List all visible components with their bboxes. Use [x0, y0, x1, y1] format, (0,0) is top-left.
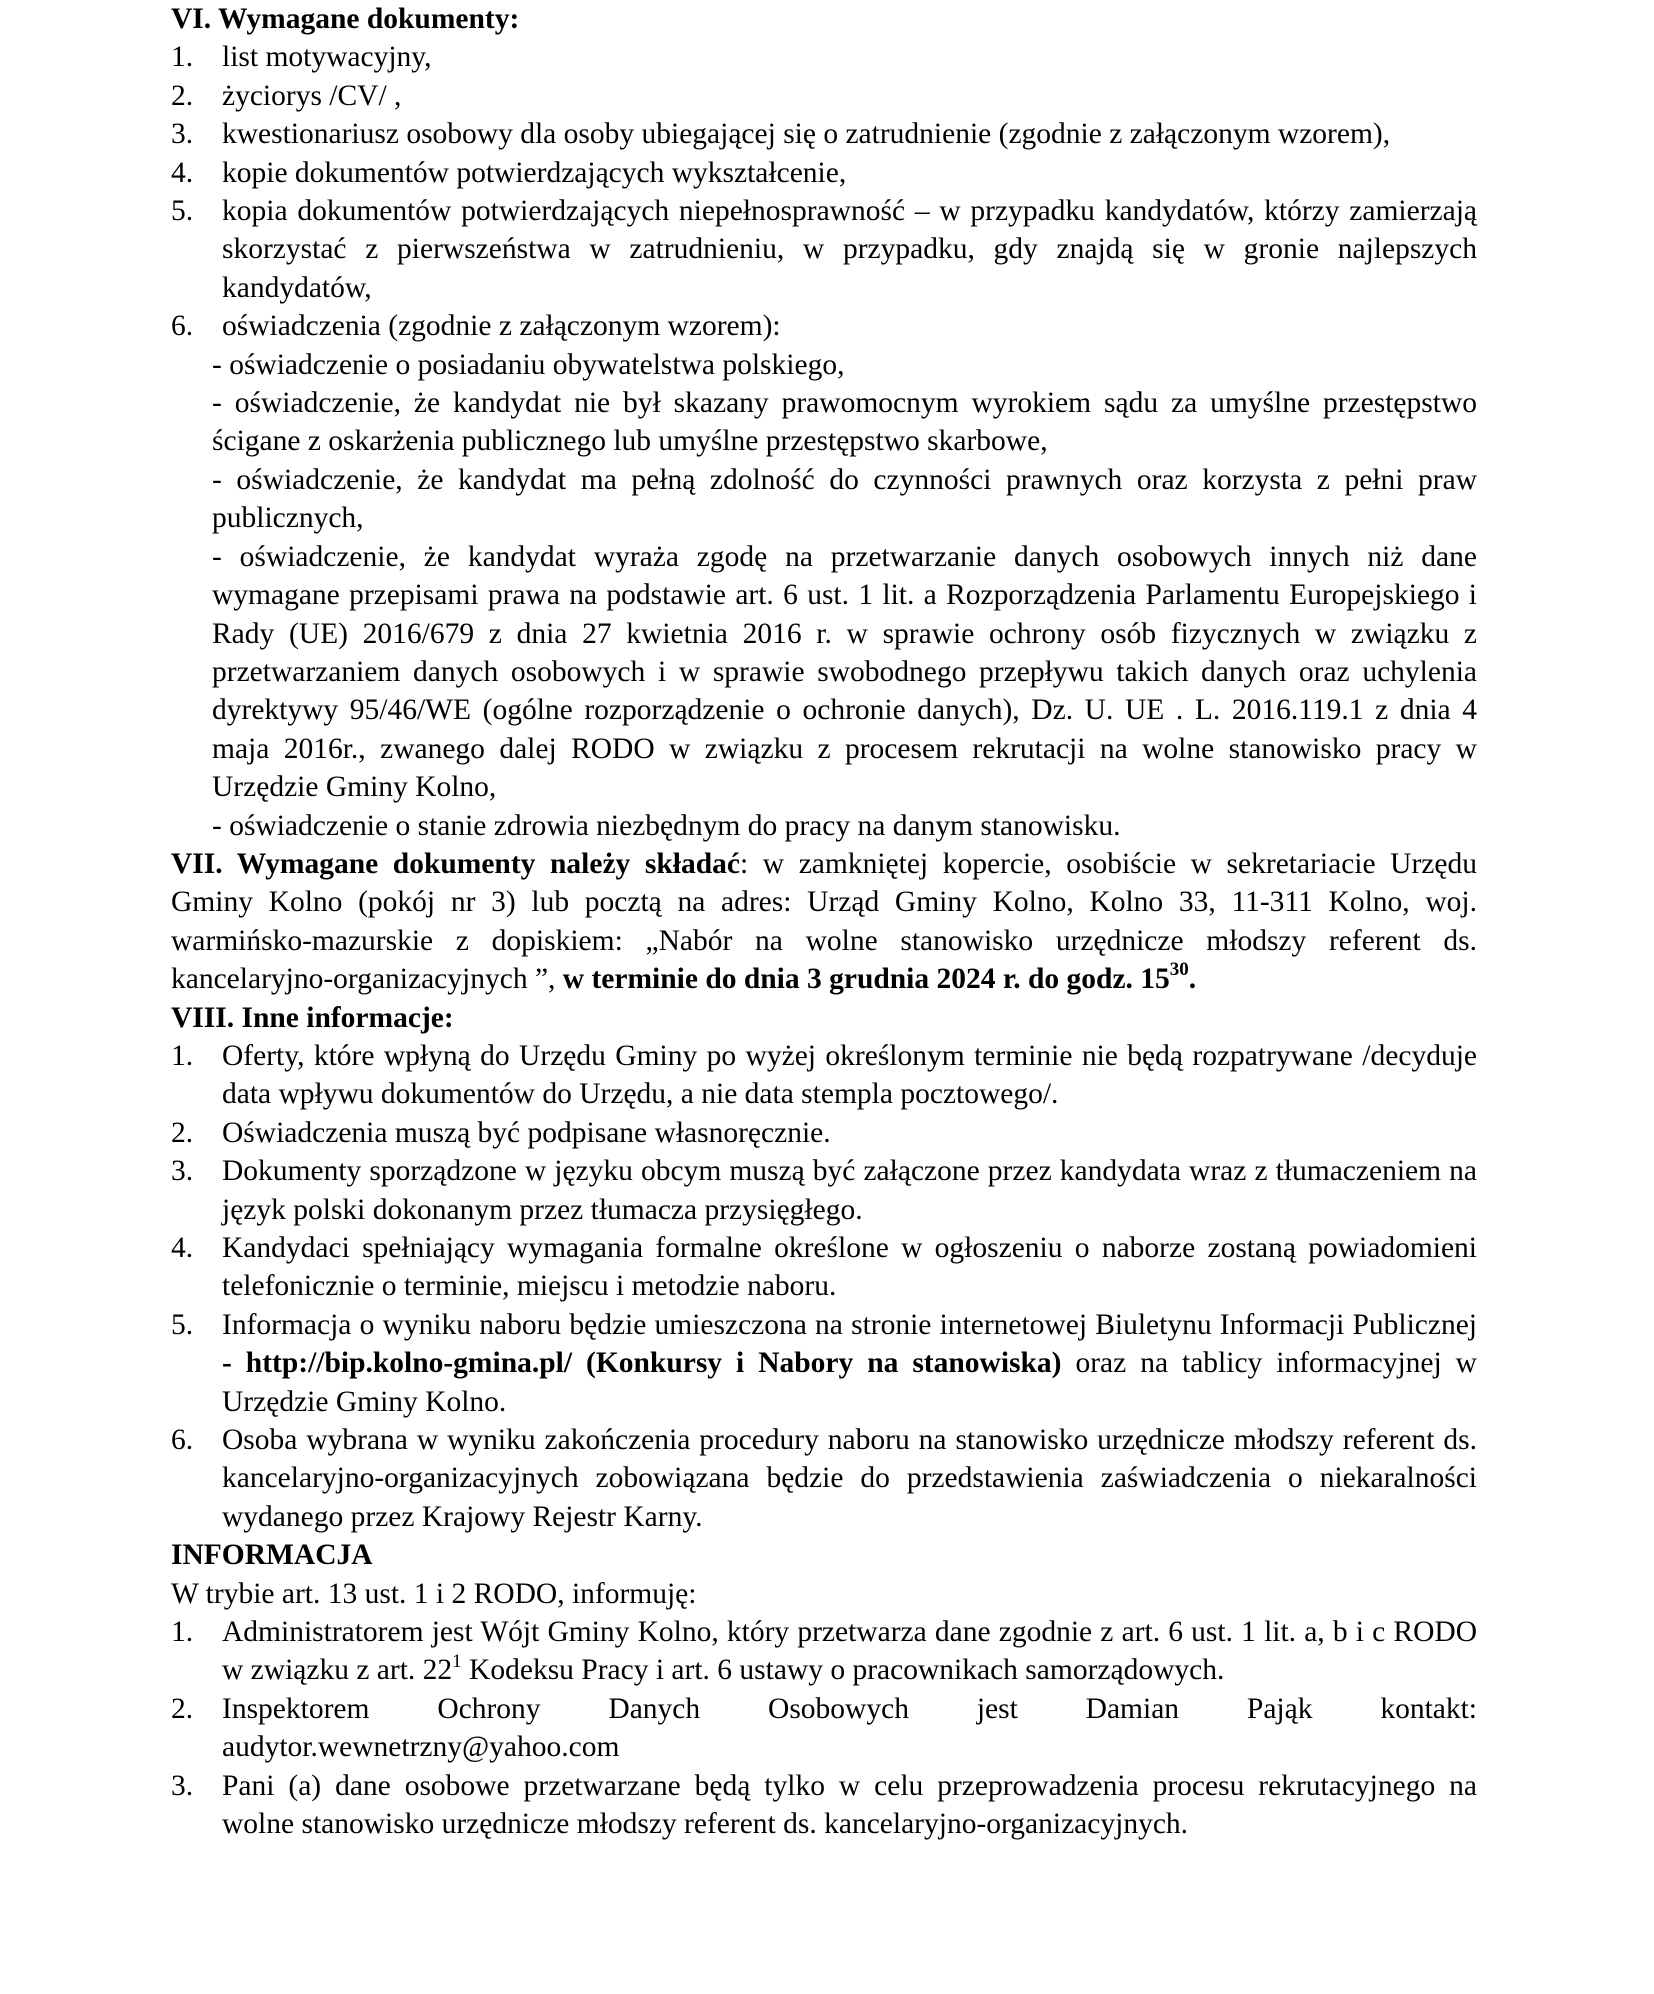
list-item: 4. Kandydaci spełniający wymagania formalne określone w ogłoszeniu o naborze zostaną powiadomieni telefonicznie o terminie, miejscu i metodzie naboru.	[171, 1232, 1477, 1303]
information-title: INFORMACJA	[171, 1539, 373, 1572]
list-item: 1. Administratorem jest Wójt Gminy Kolno, który przetwarza dane zgodnie z art. 6 ust. 1 lit. a, b i c RODO w związku z art. $22^1$ Kodeksu Pracy i art. 6 ustawy o pracownikach samorządowych.	[171, 1616, 1477, 1687]
declaration-item: - oświadczenie, że kandydat ma pełną zdolność do czynności prawnych oraz korzysta z pełni praw publicznych,	[212, 463, 1477, 535]
declaration-item: - oświadczenie, że kandydat nie był skazany prawomocnym wyrokiem sądu za umyślne przestępstwo ścigane z oskarżenia publicznego lub umyślne przestępstwo skarbowe,	[212, 387, 1477, 458]
list-item: 1. list motywacyjny,	[171, 41, 432, 74]
rodo-info-list	[171, 1613, 1477, 1843]
section-7-paragraph: VII. Wymagane dokumenty należy składać: w zamkniętej kopercie, osobiście w sekretariacie Urzędu Gminy Kolno (pokój nr 3) lub pocztą na adres: Urząd Gminy Kolno, Kolno 33, 11-311 Kolno, woj. warmińsko-mazurskie z dopiskiem: „Nabór na wolne stanowisko urzędnicze młodszy referent ds. kancelaryjno-organizacyjnych ”, w terminie do dnia 3 grudnia 2024 r. do godz. $15^{30}$.	[171, 847, 1477, 996]
deadline: w terminie do dnia 3 grudnia 2024 r. do godz. $15^{30}$.	[562, 959, 1197, 996]
list-item: 5. kopia dokumentów potwierdzających niepełnosprawność – w przypadku kandydatów, którzy zamierzają skorzystać z pierwszeństwa w zatrudnieniu, w przypadku, gdy znajdą się w gronie najlepszych kandydatów,	[171, 195, 1477, 304]
declaration-item: - oświadczenie, że kandydat wyraża zgodę na przetwarzanie danych osobowych innych niż dane wymagane przepisami prawa na podstawie art. 6 ust. 1 lit. a Rozporządzenia Parlamentu Europejskiego i Rady (UE) 2016/679 z dnia 27 kwietnia 2016 r. w sprawie ochrony osób fizycznych w związku z przetwarzaniem danych osobowych i w sprawie swobodnego przepływu takich danych oraz uchylenia dyrektywy 95/46/WE (ogólne rozporządzenie o ochronie danych), Dz. U. UE . L. 2016.119.1 z dnia 4 maja 2016r., zwanego dalej RODO w związku z procesem rekrutacji na wolne stanowisko pracy w Urzędzie Gminy Kolno,	[212, 540, 1477, 804]
list-item: 3. kwestionariusz osobowy dla osoby ubiegającej się o zatrudnienie (zgodnie z załączonym wzorem),	[171, 118, 1391, 151]
declaration-item: - oświadczenie o stanie zdrowia niezbędnym do pracy na danym stanowisku.	[212, 809, 1121, 842]
list-item: 6. oświadczenia (zgodnie z załączonym wzorem):	[171, 310, 781, 343]
other-info-list	[171, 1037, 1477, 1536]
document-page	[171, 0, 1477, 1844]
list-item: 5. Informacja o wyniku naboru będzie umieszczona na stronie internetowej Biuletynu Informacji Publicznej - http://bip.kolno-gmina.pl/ (Konkursy i Nabory na stanowiska) oraz na tablicy informacyjnej w Urzędzie Gminy Kolno.	[171, 1308, 1477, 1418]
section-6-title: VI. Wymagane dokumenty:	[171, 3, 520, 35]
section-8-title: VIII. Inne informacje:	[171, 1001, 454, 1034]
list-item: 2. Oświadczenia muszą być podpisane własnoręcznie.	[171, 1116, 831, 1149]
required-documents-list	[171, 38, 1477, 345]
list-item: 4. kopie dokumentów potwierdzających wykształcenie,	[171, 156, 847, 189]
contact-email[interactable]: audytor.wewnetrzny@yahoo.com	[222, 1731, 620, 1764]
list-item: 1. Oferty, które wpłyną do Urzędu Gminy po wyżej określonym terminie nie będą rozpatrywane /decyduje data wpływu dokumentów do Urzędu, a nie data stempla pocztowego/.	[171, 1039, 1477, 1111]
information-intro: W trybie art. 13 ust. 1 i 2 RODO, informuję:	[171, 1577, 697, 1610]
list-item: 2. życiorys /CV/ ,	[171, 79, 402, 112]
list-item: 6. Osoba wybrana w wyniku zakończenia procedury naboru na stanowisko urzędnicze młodszy referent ds. kancelaryjno-organizacyjnych zobowiązana będzie do przedstawienia zaświadczenia o niekaralności wydanego przez Krajowy Rejestr Karny.	[171, 1424, 1477, 1533]
list-item: 3. Pani (a) dane osobowe przetwarzane będą tylko w celu przeprowadzenia procesu rekrutacyjnego na wolne stanowisko urzędnicze młodszy referent ds. kancelaryjno-organizacyjnych.	[171, 1769, 1477, 1841]
section-7-title: VII. Wymagane dokumenty należy składać	[171, 847, 740, 880]
list-item: 3. Dokumenty sporządzone w języku obcym muszą być załączone przez kandydata wraz z tłumaczeniem na język polski dokonanym przez tłumacza przysięgłego.	[171, 1155, 1477, 1226]
bip-link[interactable]: - http://bip.kolno-gmina.pl/ (Konkursy i Nabory na stanowiska)	[222, 1347, 1062, 1380]
list-item: 2. Inspektorem Ochrony Danych Osobowych jest Damian Pająk kontakt: audytor.wewnetrzny@yahoo.com	[171, 1690, 1477, 1767]
declaration-item: - oświadczenie o posiadaniu obywatelstwa polskiego,	[212, 348, 845, 381]
